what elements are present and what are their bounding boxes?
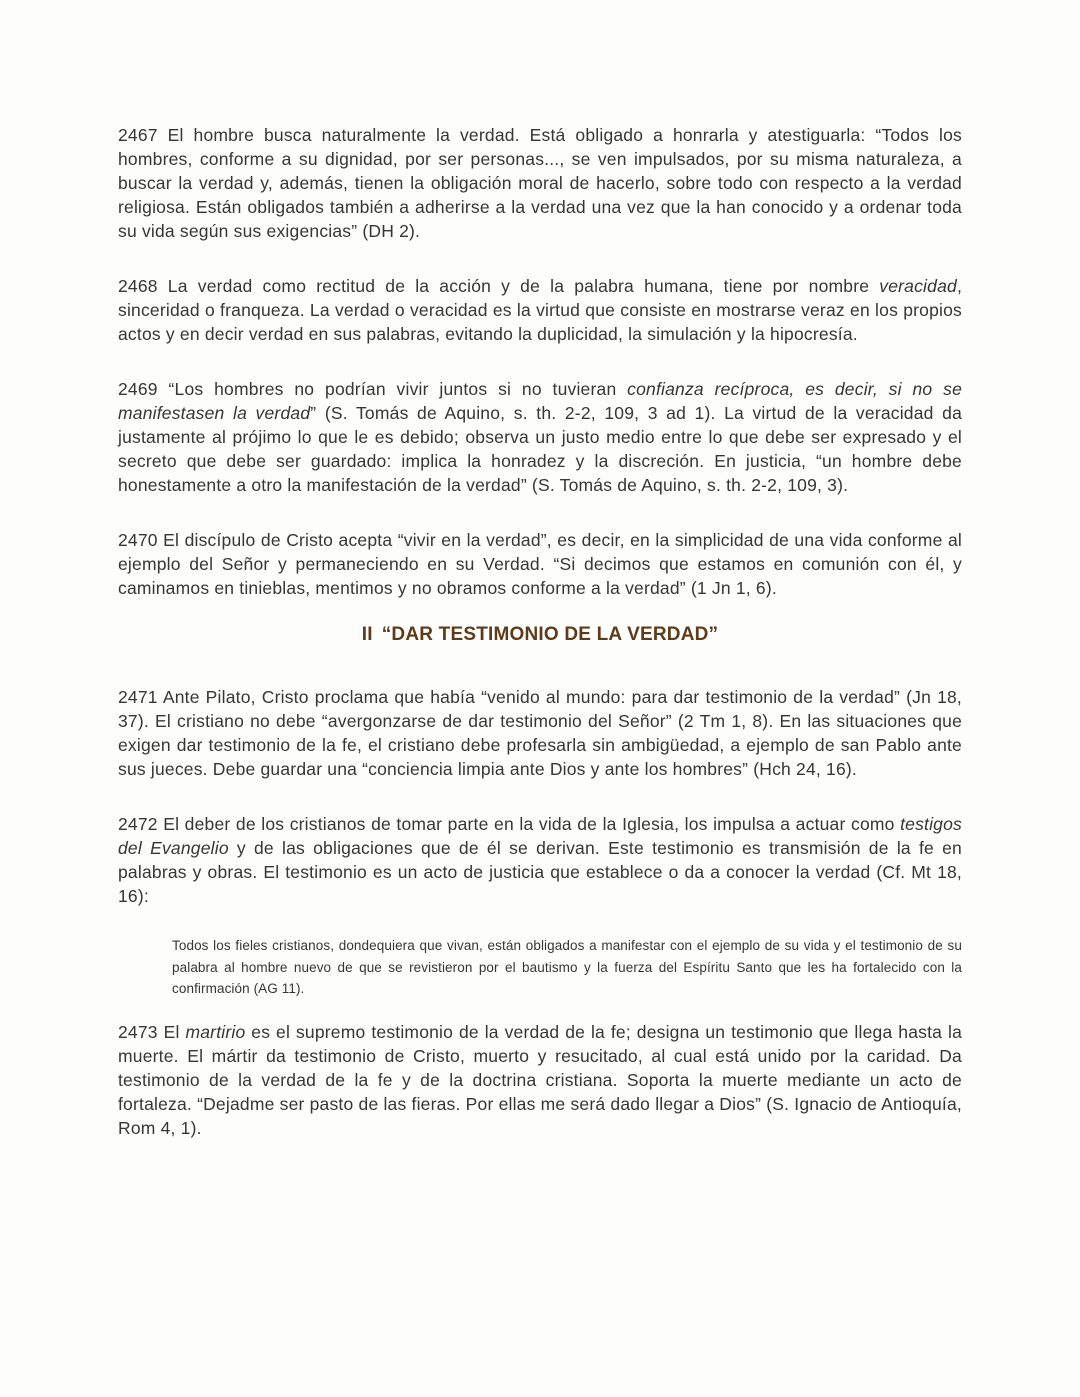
- text-run: 2470 El discípulo de Cristo acepta “vivir en la verdad”, es decir, en la simplicidad de una vida conforme al ejemplo del Señor y permaneciendo en su Verdad. “Si decimos que estamos en comunión con él, y caminamos en tinieblas, mentimos y no obramos conforme a la verdad” (1 Jn 1, 6).: [118, 530, 962, 598]
- text-run: , sinceridad o franqueza. La verdad o veracidad es la virtud que consiste en mostrarse veraz en los propios actos y en decir verdad en sus palabras, evitando la duplicidad, la simulación y la hipocresía.: [118, 276, 962, 344]
- italic-text-run: testigos del Evangelio: [118, 814, 962, 858]
- section-heading-numeral: II: [361, 624, 373, 645]
- text-run: es el supremo testimonio de la verdad de la fe; designa un testimonio que llega hasta la muerte. El mártir da testimonio de Cristo, muerto y resucitado, al cual está unido por la caridad. Da testimonio de la verdad de la fe y de la doctrina cristiana. Soporta la muerte mediante un acto de fortaleza. “Dejadme ser pasto de las fieras. Por ellas me será dado llegar a Dios” (S. Ignacio de Antioquía, Rom 4, 1).: [118, 1021, 962, 1138]
- text-run: 2473 El: [118, 1021, 186, 1042]
- italic-text-run: veracidad: [879, 276, 957, 296]
- text-run: 2469 “Los hombres no podrían vivir juntos si no tuvieran: [118, 379, 628, 399]
- italic-text-run: confianza recíproca, es decir, si no se manifestasen la verdad: [118, 379, 963, 423]
- text-run: 2472 El deber de los cristianos de tomar parte en la vida de la Iglesia, los impulsa a actuar como: [118, 814, 901, 834]
- section-heading: [118, 623, 962, 647]
- paragraph-2470: [118, 528, 962, 600]
- text-run: ” (S. Tomás de Aquino, s. th. 2-2, 109, 3 ad 1). La virtud de la veracidad da justamente al prójimo lo que le es debido; observa un justo medio entre lo que debe ser expresado y el secreto que debe ser guardado: implica la honradez y la discreción. En justicia, “un hombre debe honestamente a otro la manifestación de la verdad” (S. Tomás de Aquino, s. th. 2-2, 109, 3).: [118, 403, 962, 495]
- paragraph-2473: [118, 1020, 962, 1140]
- paragraph-2469: [118, 377, 962, 497]
- paragraph-2472: [118, 812, 962, 908]
- text-run: 2471 Ante Pilato, Cristo proclama que había “venido al mundo: para dar testimonio de la verdad” (Jn 18, 37). El cristiano no debe “avergonzarse de dar testimonio del Señor” (2 Tm 1, 8). En las situaciones que exigen dar testimonio de la fe, el cristiano debe profesarla sin ambigüedad, a ejemplo de san Pablo ante sus jueces. Debe guardar una “conciencia limpia ante Dios y ante los hombres” (Hch 24, 16).: [118, 687, 962, 779]
- paragraph-2468: [118, 274, 962, 346]
- text-run: 2468 La verdad como rectitud de la acción y de la palabra humana, tiene por nombre: [118, 276, 880, 296]
- italic-text-run: martirio: [185, 1021, 246, 1042]
- paragraph-2467: [118, 123, 962, 243]
- section-heading-title: “DAR TESTIMONIO DE LA VERDAD”: [381, 624, 719, 645]
- blockquote-ag-11: [172, 935, 962, 1000]
- catechism-text-block: [118, 123, 962, 1140]
- text-run: y de las obligaciones que de él se derivan. Este testimonio es transmisión de la fe en palabras y obras. El testimonio es un acto de justicia que establece o da a conocer la verdad (Cf. Mt 18, 16):: [118, 838, 962, 906]
- text-run: Todos los fieles cristianos, dondequiera que vivan, están obligados a manifestar con el ejemplo de su vida y el testimonio de su palabra al hombre nuevo de que se revistieron por el bautismo y la fuerza del Espíritu Santo que les ha fortalecido con la confirmación (AG 11).: [172, 938, 962, 996]
- text-run: 2467 El hombre busca naturalmente la verdad. Está obligado a honrarla y atestiguarla: “Todos los hombres, conforme a su dignidad, por ser personas..., se ven impulsados, por su misma naturaleza, a buscar la verdad y, además, tienen la obligación moral de hacerlo, sobre todo con respecto a la verdad religiosa. Están obligados también a adherirse a la verdad una vez que la han conocido y a ordenar toda su vida según sus exigencias” (DH 2).: [118, 125, 962, 241]
- paragraph-2471: [118, 685, 962, 781]
